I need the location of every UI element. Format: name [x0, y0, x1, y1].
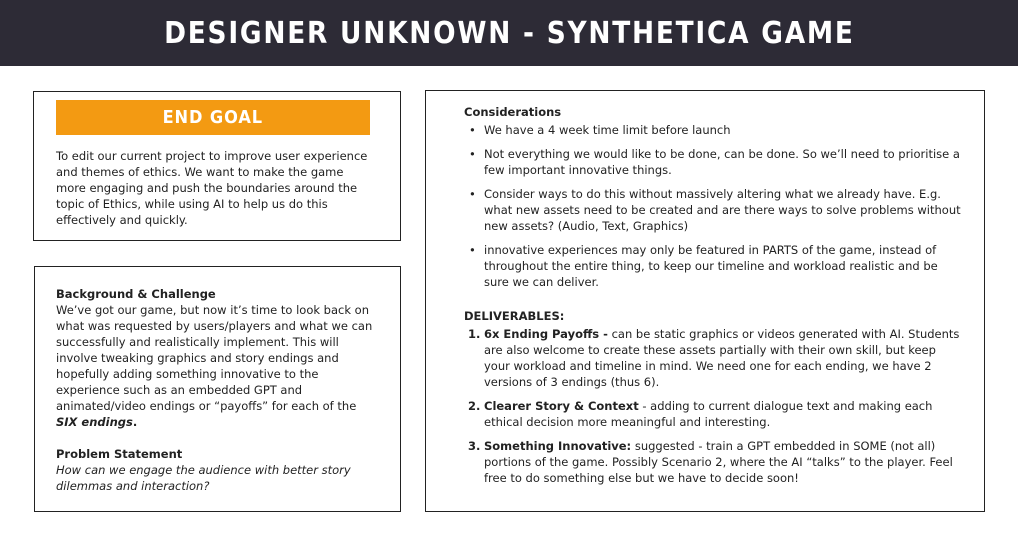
item-title: Something Innovative:: [484, 439, 632, 453]
list-item: [464, 438, 964, 486]
considerations-list: [464, 122, 964, 290]
page-header: [0, 0, 1018, 66]
considerations-box: [425, 90, 985, 512]
item-title: 6x Ending Payoffs -: [484, 327, 608, 341]
considerations-heading: Considerations: [464, 105, 562, 119]
end-goal-text: To edit our current project to improve user experience and themes of ethics. We want to make the game more engaging and push the boundaries around the topic of Ethics, while using AI to help us do this effectively and quickly.: [56, 149, 368, 227]
end-goal-label: END GOAL: [162, 107, 264, 128]
list-item: • Not everything we would like to be done, can be done. So we’ll need to prioritise a few important innovative things.: [464, 146, 964, 178]
list-item: [464, 398, 964, 430]
item-text: - adding to current dialogue text and making each ethical decision more meaningful and interesting.: [484, 399, 933, 429]
item-number: 1.: [468, 327, 481, 341]
problem-statement-heading: Problem Statement: [56, 447, 183, 461]
item-number: 2.: [468, 399, 481, 413]
item-title: Clearer Story & Context: [484, 399, 639, 413]
item-text: suggested - train a GPT embedded in SOME (not all) portions of the game. Possibly Scenario 2, where the AI “talks” to the player. Feel free to do something else but we have to decide soon!: [484, 439, 953, 485]
six-endings-emphasis: SIX endings: [56, 415, 133, 429]
item-text: can be static graphics or videos generated with AI. Students are also welcome to create these assets partially with their own skill, but keep your workload and timeline in mind. We need one for each ending, we have 2 versions of 3 endings (thus 6).: [484, 327, 960, 389]
end-goal-box: [33, 91, 401, 241]
list-item: • Consider ways to do this without massively altering what we already have. E.g. what new assets need to be created and are there ways to solve problems without new assets? (Audio, Text, Graphics): [464, 186, 964, 234]
background-box: [34, 266, 401, 512]
deliverables-list: [464, 326, 964, 486]
deliverables-heading: DELIVERABLES:: [464, 309, 565, 323]
background-heading: Background & Challenge: [56, 287, 216, 301]
end-goal-banner: [56, 100, 370, 135]
item-number: 3.: [468, 439, 481, 453]
list-item: [464, 326, 964, 390]
list-item: • We have a 4 week time limit before launch: [464, 122, 964, 138]
list-item: • innovative experiences may only be featured in PARTS of the game, instead of throughout the entire thing, to keep our timeline and workload realistic and be sure we can deliver.: [464, 242, 964, 290]
problem-statement-text: How can we engage the audience with better story dilemmas and interaction?: [56, 463, 351, 493]
background-text: We’ve got our game, but now it’s time to look back on what was requested by users/players and what we can successfully and realistically implement. This will involve tweaking graphics and story endings and hopefully adding something innovative to the experience such as an embedded GPT and animated/video endings or “payoffs” for each of the SIX endings.: [56, 303, 373, 429]
page-title: DESIGNER UNKNOWN - SYNTHETICA GAME: [163, 15, 855, 51]
